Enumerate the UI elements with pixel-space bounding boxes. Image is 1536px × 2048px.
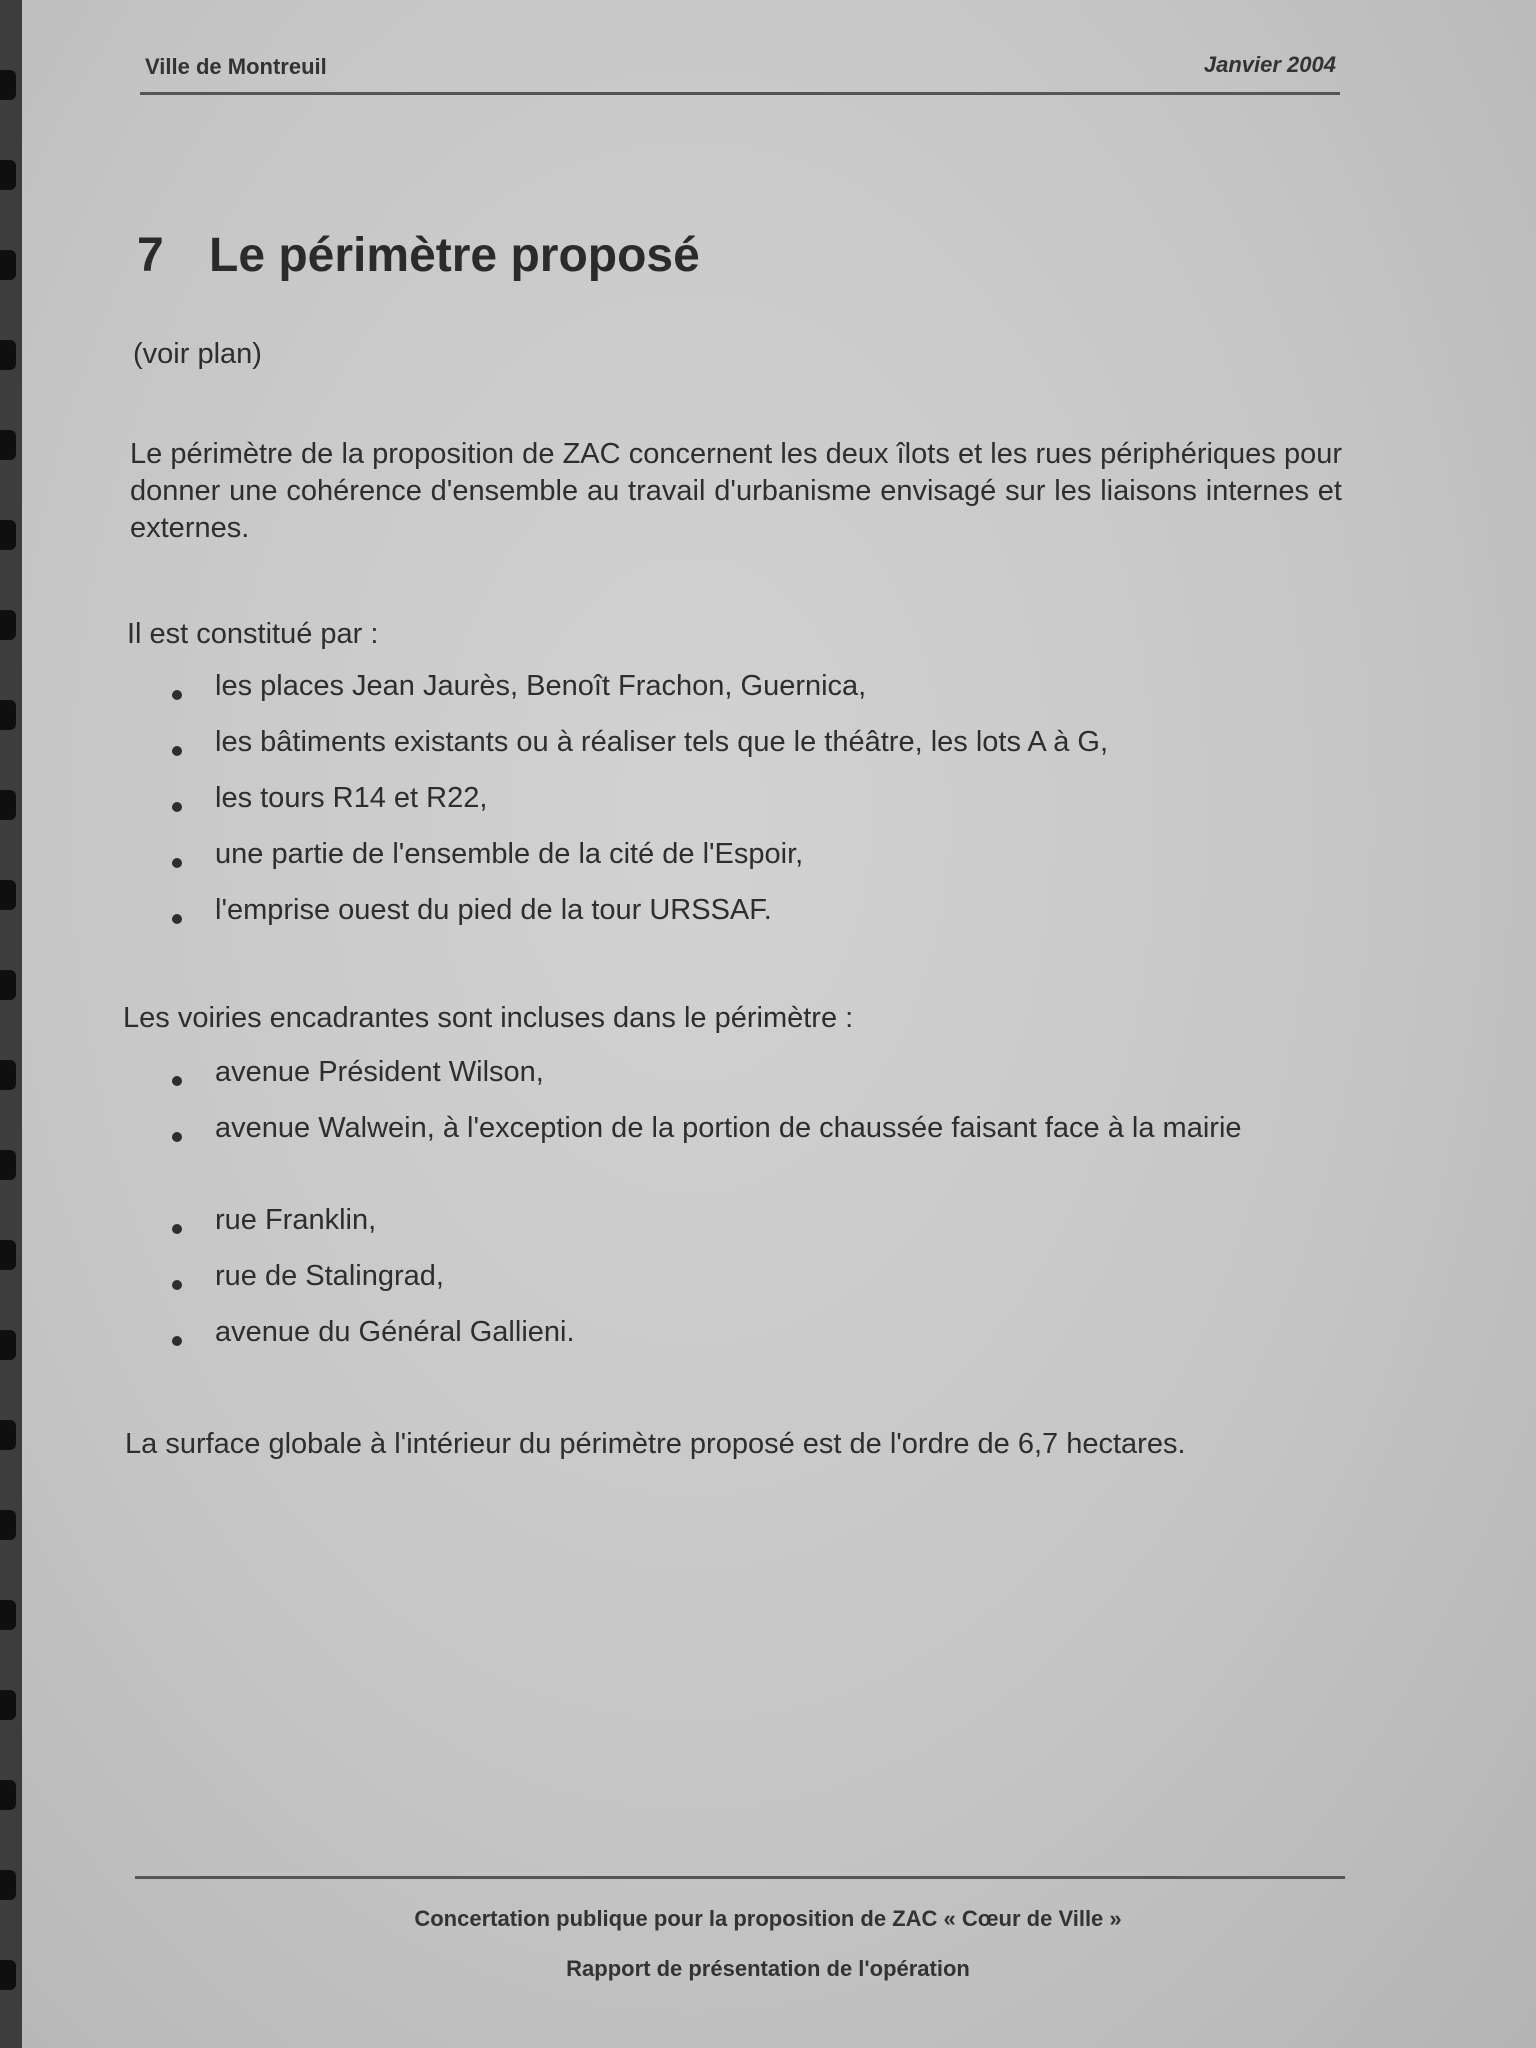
bullet-icon — [172, 858, 182, 868]
binding-hole — [0, 1330, 16, 1360]
road-item: rue de Stalingrad, — [215, 1260, 444, 1292]
header-date: Janvier 2004 — [1203, 52, 1336, 77]
section-heading — [137, 228, 700, 283]
bullet-icon — [172, 1076, 182, 1086]
binding-hole — [0, 610, 16, 640]
section-number: 7 — [137, 229, 164, 282]
composition-item: les tours R14 et R22, — [215, 782, 488, 814]
composition-label: Il est constitué par : — [127, 618, 379, 650]
binding-hole — [0, 1420, 16, 1450]
binding-hole — [0, 520, 16, 550]
binding-hole — [0, 430, 16, 460]
bullet-icon — [172, 1280, 182, 1290]
conclusion-paragraph: La surface globale à l'intérieur du périmètre proposé est de l'ordre de 6,7 hectares. — [125, 1428, 1186, 1460]
binding-hole — [0, 1150, 16, 1180]
composition-item: une partie de l'ensemble de la cité de l'Espoir, — [215, 838, 804, 870]
bullet-icon — [172, 802, 182, 812]
binding-hole — [0, 340, 16, 370]
binding-hole — [0, 1240, 16, 1270]
binding-hole — [0, 1060, 16, 1090]
binding-hole — [0, 250, 16, 280]
binding-hole — [0, 880, 16, 910]
bullet-icon — [172, 1132, 182, 1142]
footer-title: Concertation publique pour la proposition de ZAC « Cœur de Ville » — [414, 1906, 1122, 1931]
bullet-icon — [172, 690, 182, 700]
footer-divider — [135, 1876, 1345, 1879]
bullet-icon — [172, 1224, 182, 1234]
spiral-binding — [0, 0, 22, 2048]
bullet-icon — [172, 914, 182, 924]
header-organization: Ville de Montreuil — [145, 54, 327, 79]
binding-hole — [0, 1690, 16, 1720]
section-title: Le périmètre proposé — [209, 229, 700, 282]
road-item: avenue du Général Gallieni. — [215, 1316, 575, 1348]
composition-item: l'emprise ouest du pied de la tour URSSAF. — [215, 894, 772, 926]
footer-subtitle: Rapport de présentation de l'opération — [566, 1956, 970, 1981]
binding-hole — [0, 700, 16, 730]
road-item: avenue Président Wilson, — [215, 1056, 544, 1088]
header-divider — [140, 92, 1340, 95]
roads-label: Les voiries encadrantes sont incluses dans le périmètre : — [123, 1002, 854, 1034]
composition-item: les bâtiments existants ou à réaliser tels que le théâtre, les lots A à G, — [215, 726, 1109, 758]
binding-hole — [0, 1600, 16, 1630]
composition-item: les places Jean Jaurès, Benoît Frachon, Guernica, — [215, 670, 867, 702]
binding-hole — [0, 1510, 16, 1540]
section-note: (voir plan) — [133, 338, 262, 370]
binding-hole — [0, 790, 16, 820]
road-item: rue Franklin, — [215, 1204, 377, 1236]
binding-hole — [0, 1870, 16, 1900]
bullet-icon — [172, 1336, 182, 1346]
binding-hole — [0, 970, 16, 1000]
binding-hole — [0, 1780, 16, 1810]
binding-hole — [0, 160, 16, 190]
binding-hole — [0, 70, 16, 100]
road-item: avenue Walwein, à l'exception de la portion de chaussée faisant face à la mairie — [215, 1112, 1242, 1144]
bullet-icon — [172, 746, 182, 756]
intro-paragraph: Le périmètre de la proposition de ZAC concernent les deux îlots et les rues périphériques pour donner une cohérence d'ensemble au travail d'urbanisme envisagé sur les liaisons internes et externes. — [130, 438, 1342, 544]
